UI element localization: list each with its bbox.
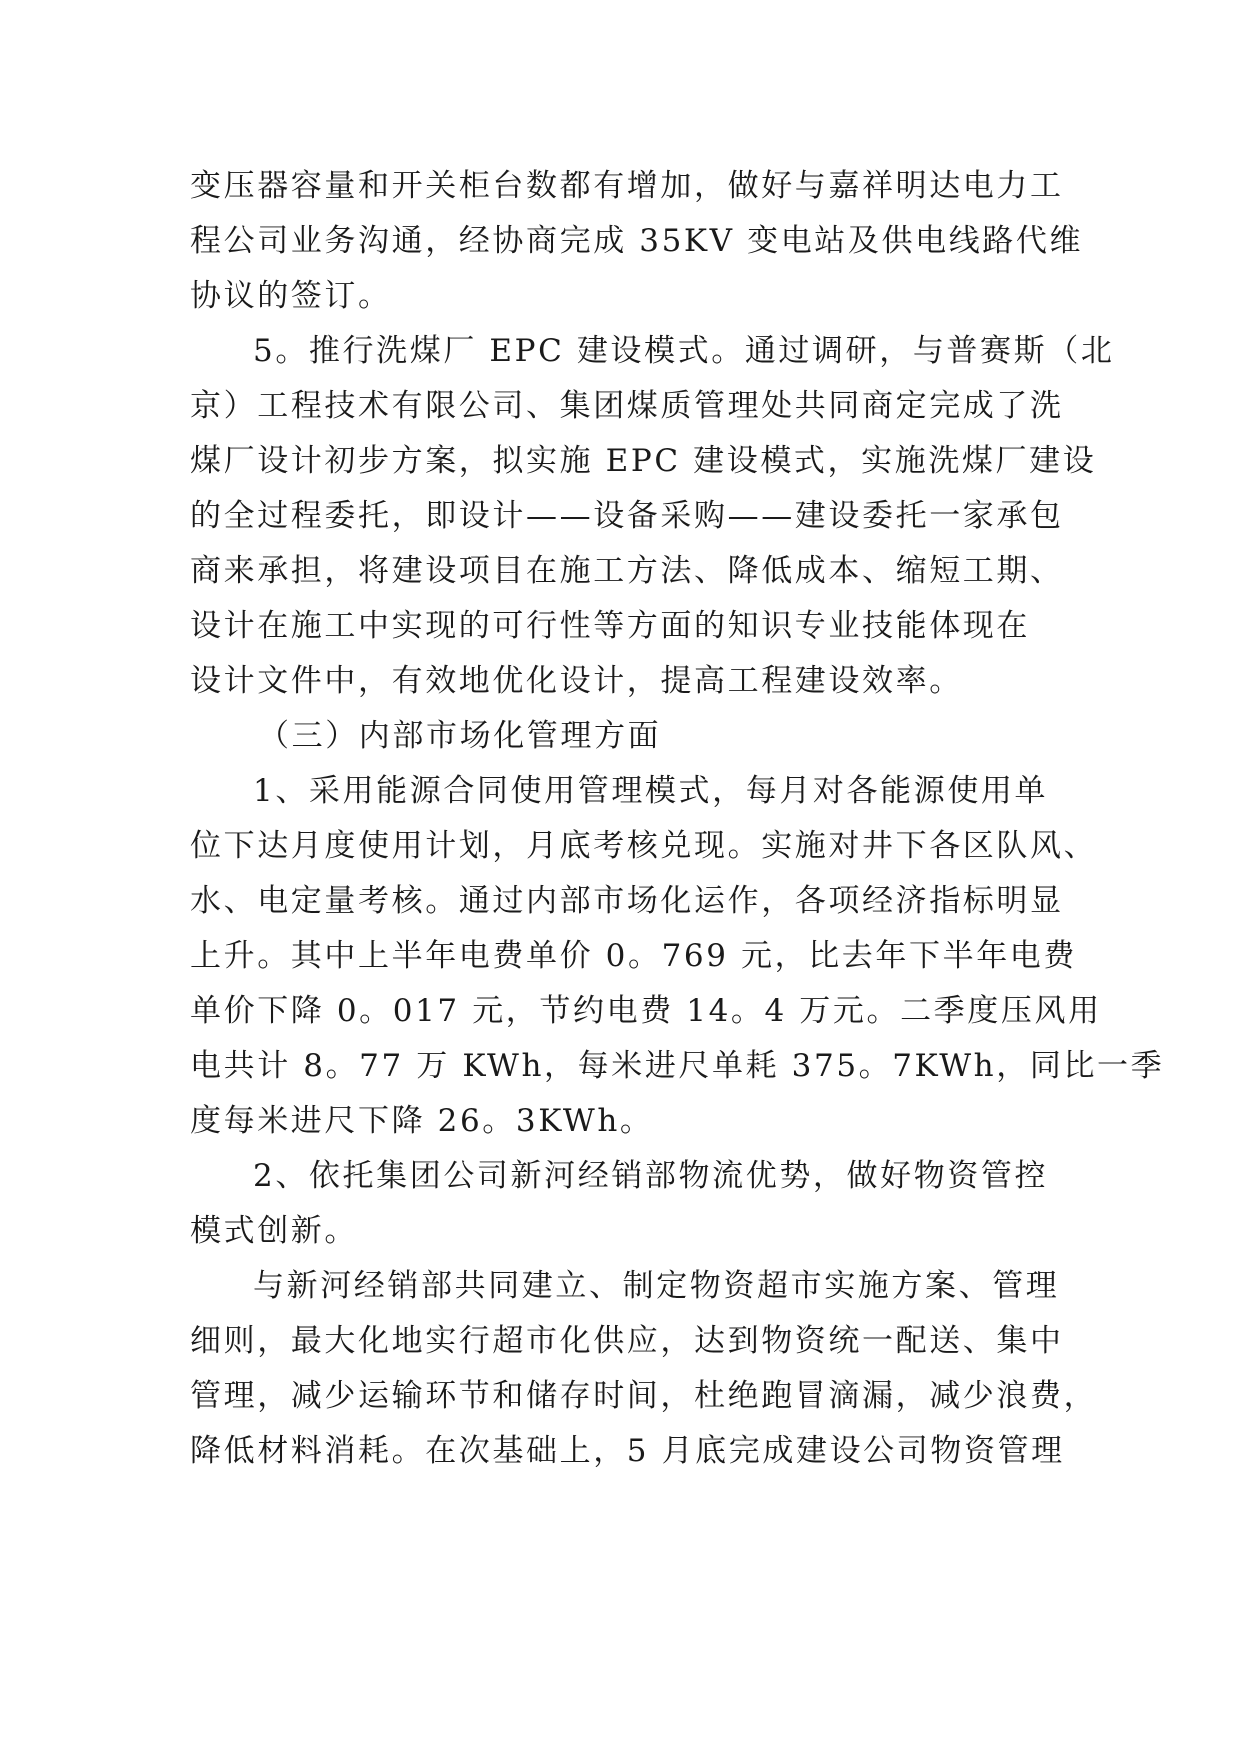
text-line: 水、电定量考核。通过内部市场化运作，各项经济指标明显 bbox=[190, 883, 1064, 919]
text-line: 协议的签订。 bbox=[190, 278, 392, 314]
text-line: 京）工程技术有限公司、集团煤质管理处共同商定完成了洗 bbox=[190, 388, 1064, 424]
paragraph-heading-5: 5。推行洗煤厂 EPC 建设模式。通过调研，与普赛斯（北 bbox=[253, 333, 1115, 369]
text-line: 管理，减少运输环节和储存时间，杜绝跑冒滴漏，减少浪费， bbox=[190, 1378, 1098, 1414]
text-line: 上升。其中上半年电费单价 0。769 元，比去年下半年电费 bbox=[190, 938, 1077, 974]
text-line: 变压器容量和开关柜台数都有增加，做好与嘉祥明达电力工 bbox=[190, 168, 1064, 204]
text-line: 模式创新。 bbox=[190, 1213, 358, 1249]
paragraph-heading-1: 1、采用能源合同使用管理模式，每月对各能源使用单 bbox=[253, 773, 1049, 809]
text-line: 单价下降 0。017 元，节约电费 14。4 万元。二季度压风用 bbox=[190, 993, 1102, 1029]
text-line: 度每米进尺下降 26。3KWh。 bbox=[190, 1103, 654, 1139]
text-line: 设计在施工中实现的可行性等方面的知识专业技能体现在 bbox=[190, 608, 1030, 644]
text-line: 程公司业务沟通，经协商完成 35KV 变电站及供电线路代维 bbox=[190, 223, 1084, 259]
text-line: 设计文件中，有效地优化设计，提高工程建设效率。 bbox=[190, 663, 963, 699]
text-line: 细则，最大化地实行超市化供应，达到物资统一配送、集中 bbox=[190, 1323, 1064, 1359]
text-line: 电共计 8。77 万 KWh，每米进尺单耗 375。7KWh，同比一季 bbox=[190, 1048, 1165, 1084]
text-line: 位下达月度使用计划，月底考核兑现。实施对井下各区队风、 bbox=[190, 828, 1098, 864]
text-line: 降低材料消耗。在次基础上，5 月底完成建设公司物资管理 bbox=[190, 1433, 1065, 1469]
paragraph-start: 与新河经销部共同建立、制定物资超市实施方案、管理 bbox=[253, 1268, 1060, 1304]
text-line: 煤厂设计初步方案，拟实施 EPC 建设模式，实施洗煤厂建设 bbox=[190, 443, 1097, 479]
text-line: 商来承担，将建设项目在施工方法、降低成本、缩短工期、 bbox=[190, 553, 1064, 589]
text-line: 的全过程委托，即设计——设备采购——建设委托一家承包 bbox=[190, 498, 1064, 534]
paragraph-heading-2: 2、依托集团公司新河经销部物流优势，做好物资管控 bbox=[253, 1158, 1049, 1194]
section-heading: （三）内部市场化管理方面 bbox=[258, 718, 662, 754]
